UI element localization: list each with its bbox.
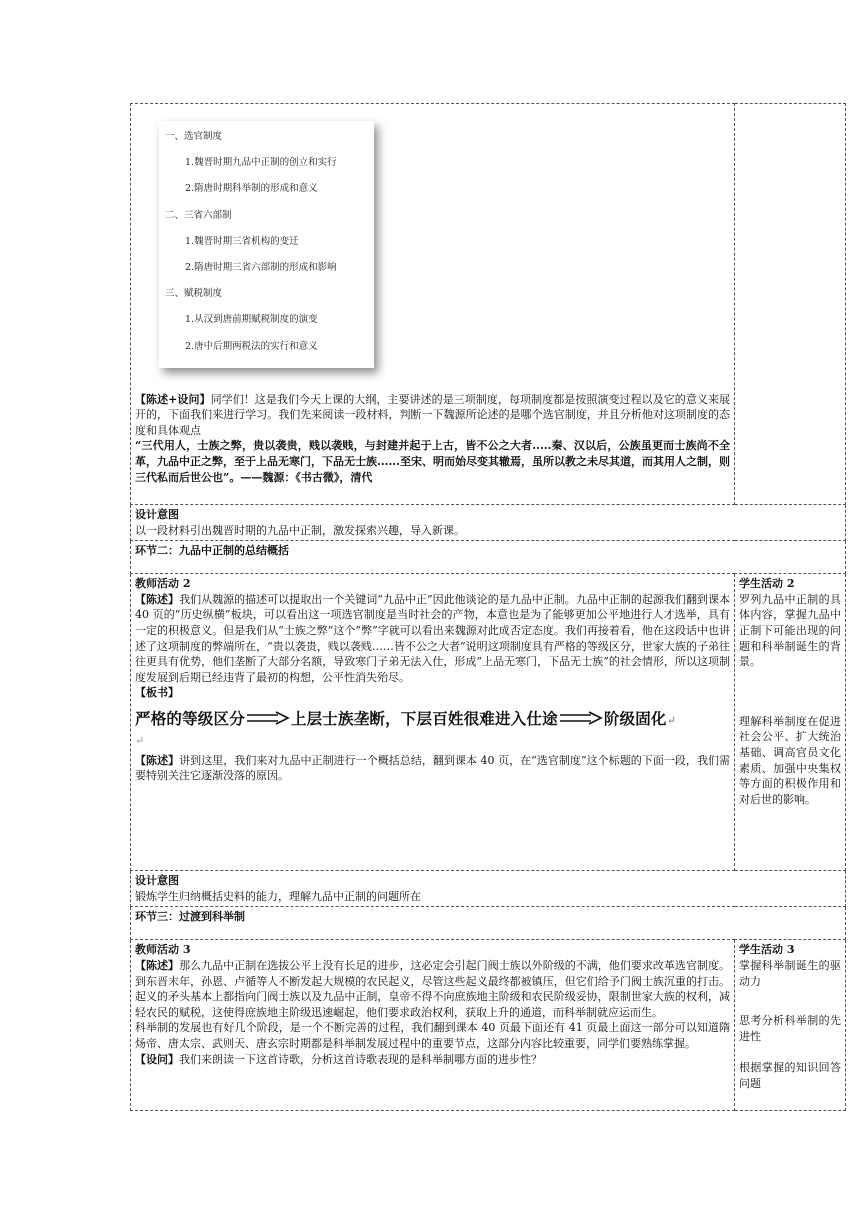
historical-quote: “三代用人，士族之弊，贵以袭贵，贱以袭贱，与封建并起于上古，皆不公之大者.....秦、汉以后，公族虽更而士族尚不全革，九品中正之弊，至于上品无寒门，下品无士族......至宋、明而始尽变其辙焉，虽所以教之未尽其道，而其用人之制，则三代私而后世公也”。——魏源：《书古微》，清代 (135, 439, 730, 484)
statement-text: 我们从魏源的描述可以提取出一个关键词“九品中正”因此他谈论的是九品中正制。九品中正制的起源我们翻到课本 40 页的“历史纵横”板块，可以看出这一项选官制度是当时社会的产物，本意也是为了能够更加公平地进行人才选举，具有一定的积极意义。但是我们从“士族之弊”这个“弊”字就可以看出来魏源对此成否定态度。我们再接着看，他在这段话中也讲述了这项制度的弊端所在，“贵以袭贵，贱以袭贱……皆不公之大者”说明这项制度具有严格的等级区分，世家大族的子弟往往更具有优势，他们垄断了大部分名额，导致寒门子弟无法入仕，形成“上品无寒门，下品无士族”的社会情形，所以这项制度发展到后期已经违背了最初的构想，公平性消失殆尽。 (135, 592, 731, 684)
double-arrow-icon (246, 711, 290, 725)
teacher-paragraph (135, 592, 730, 686)
statement-text: 那么九品中正制在选拔公平上没有长足的进步，这必定会引起门阀士族以外阶级的不满，他们要求改革选官制度。到东晋末年，孙恩、卢循等人不断发起大规模的农民起义，尽管这些起义最终都被镇压，但它们给予门阀士族沉重的打击。起义的矛头基本上都指向门阀士族以及九品中正制，皇帝不得不向庶族地主阶级和农民阶级妥协，限制世家大族的权利，减轻农民的赋税，这使得庶族地主阶级迅速崛起，他们要求政治权利，获取上升的通道，而科举制就应运而生。 (135, 958, 730, 1019)
question-text: 我们来朗读一下这首诗歌，分析这首诗歌表现的是科举制哪方面的进步性？ (179, 1052, 542, 1066)
design-title: 设计意图 (135, 874, 179, 888)
section-title-cell (131, 907, 846, 940)
question-tag: 【设问】 (135, 1052, 179, 1066)
outline-item: 一、选官制度 (165, 131, 223, 142)
outline-item: 三、赋税制度 (165, 288, 223, 300)
outline-item: 1.魏晋时期九品中正制的创立和实行 (185, 157, 337, 169)
student-activity-text: 思考分析科举制的先进性 (739, 1014, 841, 1043)
paragraph-mark-icon: ↵ (666, 713, 677, 727)
design-row-1 (131, 505, 846, 541)
lesson-plan-page (130, 103, 845, 1111)
activity-row-2 (131, 574, 846, 871)
section-row-3 (131, 907, 846, 940)
design-cell-1 (131, 505, 846, 541)
board-writing (135, 709, 730, 731)
student-activity-title: 学生活动 2 (739, 577, 795, 591)
outline-item: 1.从汉到唐前期赋税制度的演变 (185, 314, 318, 326)
teacher-activity-cell (131, 574, 735, 871)
student-activity-text: 根据掌握的知识回答问题 (739, 1061, 841, 1090)
teacher-activity-title: 教师活动 2 (135, 577, 191, 591)
outline-item: 2.隋唐时期三省六部制的形成和影响 (185, 261, 337, 273)
intro-tag: 【陈述+设问】 (135, 392, 211, 406)
teacher-paragraph (135, 958, 730, 1020)
teacher-activity-title: 教师活动 3 (135, 943, 191, 957)
student-activity-text: 罗列九品中正制的具体内容，掌握九品中正制下可能出现的问题和科举制诞生的背景。 (739, 592, 841, 669)
design-text: 锻炼学生归纳概括史料的能力，理解九品中正制的问题所在 (135, 889, 421, 903)
lesson-plan-table (130, 103, 846, 1111)
paragraph-mark-icon: ↵ (135, 733, 145, 747)
activity-row-3 (131, 940, 846, 1111)
section-title: 环节三：过渡到科举制 (135, 910, 245, 924)
student-activity-title: 学生活动 3 (739, 943, 795, 957)
outline-item: 2.唐中后期两税法的实行和意义 (185, 340, 318, 352)
board-term: 阶级固化 (603, 708, 667, 728)
board-tag: 【板书】 (135, 686, 179, 700)
intro-side-cell (735, 104, 846, 505)
outline-item: 2.隋唐时期科举制的形成和意义 (185, 183, 318, 195)
intro-row (131, 104, 846, 505)
student-activity-cell (735, 574, 846, 871)
board-term: 上层士族垄断，下层百姓很难进入仕途 (290, 708, 558, 728)
teacher-paragraph (135, 753, 730, 784)
design-title: 设计意图 (135, 508, 179, 521)
teacher-activity-cell (131, 940, 735, 1111)
section-title: 环节二：九品中正制的总结概括 (135, 544, 289, 558)
section-row-2 (131, 541, 846, 574)
statement-tag: 【陈述】 (135, 958, 180, 972)
outline-item: 二、三省六部制 (165, 209, 232, 221)
student-activity-cell (735, 940, 846, 1111)
student-activity-text: 掌握科举制诞生的驱动力 (739, 958, 841, 988)
board-term: 严格的等级区分 (135, 708, 245, 728)
intro-text: 同学们！这是我们今天上课的大纲，主要讲述的是三项制度，每项制度都是按照演变过程以及它的意义来展开的，下面我们来进行学习。我们先来阅读一段材料，判断一下魏源所论述的是哪个选官制度，并且分析他对这项制度的态度和具体观点 (135, 392, 731, 437)
outline-image (159, 121, 374, 368)
intro-paragraph (135, 392, 730, 439)
statement-tag: 【陈述】 (135, 753, 180, 767)
statement-text: 讲到这里，我们来对九品中正制进行一个概括总结，翻到课本 40 页，在“选官制度”这个标题的下面一段，我们需要特别关注它逐渐没落的原因。 (135, 753, 731, 783)
teacher-paragraph (135, 1052, 730, 1068)
section-title-cell (131, 541, 846, 574)
teacher-paragraph: 科举制的发展也有好几个阶段，是一个不断完善的过程，我们翻到课本 40 页最下面还有 41 页最上面这一部分可以知道隋炀帝、唐太宗、武则天、唐玄宗时期都是科举制发展过程中的重要节点，这部分内容比较重要，同学们要熟练掌握。 (135, 1021, 730, 1050)
statement-tag: 【陈述】 (135, 592, 180, 606)
design-text: 以一段材料引出魏晋时期的九品中正制，激发探索兴趣，导入新课。 (135, 523, 465, 537)
double-arrow-icon (559, 711, 603, 725)
design-row-2 (131, 871, 846, 907)
design-cell-2 (131, 871, 846, 907)
student-activity-text: 理解科举制度在促进社会公平、扩大统治基础、调高官员文化素质、加强中央集权等方面的积极作用和对后世的影响。 (739, 714, 841, 806)
outline-item: 1.魏晋时期三省机构的变迁 (185, 235, 299, 247)
intro-cell (131, 104, 735, 505)
